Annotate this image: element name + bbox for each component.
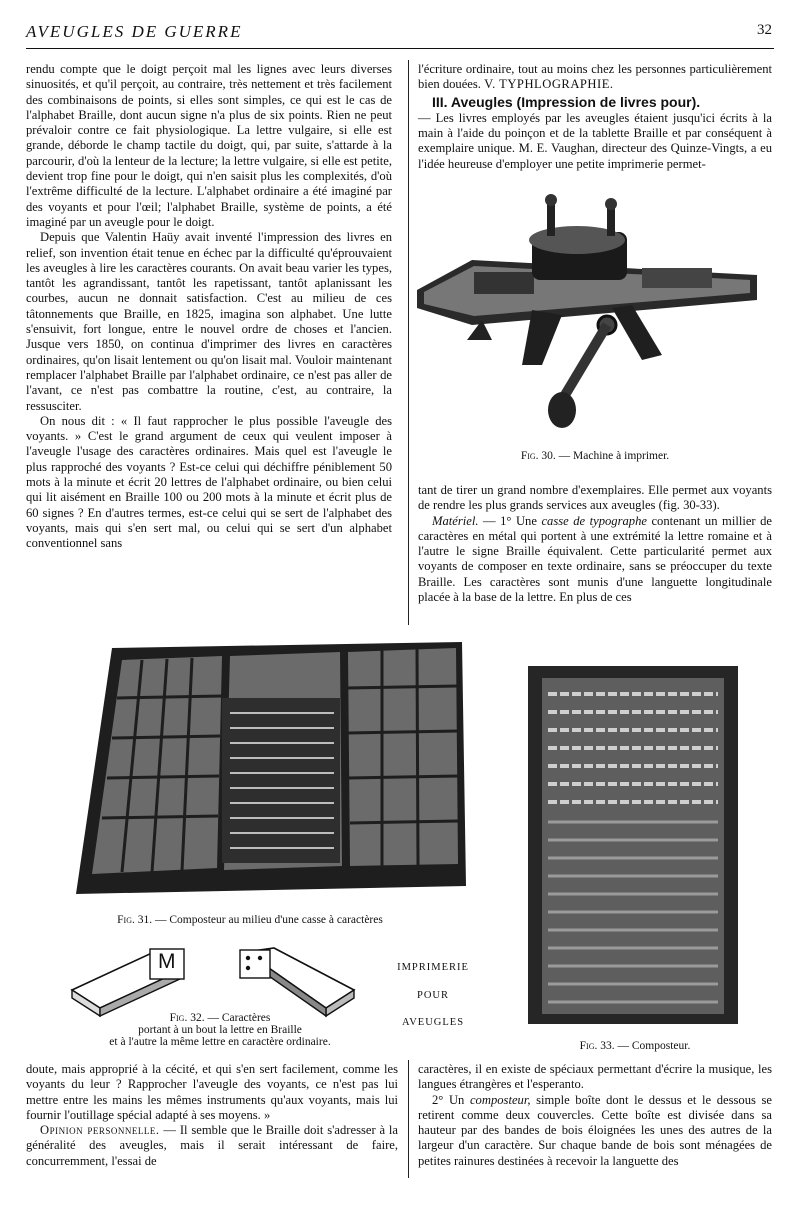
right-column-top: [418, 62, 772, 172]
figure-label: Fig. 33.: [579, 1040, 615, 1052]
running-title: AVEUGLES DE GUERRE: [26, 22, 243, 41]
figure-caption: — Composteur au milieu d'une casse à caractères: [152, 914, 383, 926]
right-column-continued: tant de tirer un grand nombre d'exemplaires. Elle permet aux voyants de rendre les plus grands services aux aveugles (fig. 30-33). Matériel. — 1° Une casse de typographe contenant un millier de caractères en métal qui portent à une extrémité la lettre romaine et à l'autre le signe Braille équivalent. Cette particularité permet aux voyants de composer en texte ordinaire, sans se préoccuper du texte Braille. Les caractères sont munis d'une languette longitudinale placée à la base de la lettre. En plus de ces: [418, 483, 772, 605]
column-rule: [408, 1060, 409, 1178]
figure-label: Fig. 32.: [169, 1012, 205, 1024]
section-heading: III. Aveugles (Impression de livres pour).: [432, 93, 701, 110]
right-column-bottom: caractères, il en existe de spéciaux permettant d'écrire la musique, les langues étrangères et l'esperanto. 2° Un composteur, simple boîte dont le dessus et le dessous se retirent comme deux couvercles. Cette boîte est divisée dans sa hauteur par des bandes de bois éloignées les unes des autres de la largeur d'un caractère. Sur chaque bande de bois sont ménagées de petites rainures destinées à recevoir la languette des: [418, 1062, 772, 1168]
cross-reference: V. TYPHLOGRAPHIE.: [484, 77, 614, 92]
run-in-label: Matériel.: [432, 513, 479, 528]
side-label-3: AVEUGLES: [401, 1017, 465, 1028]
block-letter: M: [158, 950, 176, 973]
figure-caption-line: portant à un bout la lettre en Braille: [138, 1024, 302, 1036]
figure-label: Fig. 31.: [117, 914, 153, 926]
page-number: 32: [757, 22, 772, 38]
paragraph: Depuis que Valentin Haüy avait inventé l'impression des livres en relief, son invention était tenue en échec par la difficulté qu'éprouvaient les aveugles à lire les caractères courants. On avait beau varier les types, tantôt les agrandissant, tantôt les rapetissant, tantôt aplanissant les courbes, aucun ne donnait satisfaction. C'est au milieu de ces tâtonnements que Braille, en 1825, imagina son alphabet. Une lutte s'ensuivit, fort longue, entre le nouvel ordre de choses et l'ancien. Jusque vers 1850, on continua d'imprimer des livres en caractères ordinaires, qu'on lisait lentement ou qu'on lisait mal. Vouloir maintenant remplacer l'alphabet Braille par l'alphabet ordinaire, ce n'est pas aller de l'avant, ce n'est pas combattre la routine, c'est, au contraire, la ressusciter.: [26, 230, 392, 413]
paragraph: caractères, il en existe de spéciaux permettant d'écrire la musique, les langues étrangères et l'esperanto.: [418, 1062, 772, 1092]
paragraph: l'écriture ordinaire, tout au moins chez les personnes particulièrement bien douées.: [418, 62, 772, 92]
figure-caption-line: et à l'autre la même lettre en caractère ordinaire.: [109, 1036, 331, 1048]
side-label-1: IMPRIMERIE: [397, 962, 469, 973]
paragraph: doute, mais approprié à la cécité, et qui s'en sert facilement, comme les voyants du leur ? Rapprocher l'aveugle des voyants, ce n'est pas lui mettre entre les mains les mêmes instruments qu'aux voyants, mais lui fournir l'outillage spécial adapté à ses moyens. »: [26, 1062, 398, 1122]
side-label-2: POUR: [416, 990, 449, 1001]
header-rule: [26, 48, 774, 49]
column-rule: [408, 60, 409, 625]
paragraph: — Les livres employés par les aveugles étaient jusqu'ici écrits à la main à l'aide du poinçon et de la tablette Braille et par conséquent à exemplaire unique. M. E. Vaughan, directeur des Quinze-Vingts, a eu l'idée heureuse d'employer une petite imprimerie permet-: [418, 110, 772, 171]
type-case-illustration: [72, 638, 468, 900]
type-block-braille-end: [238, 946, 358, 1018]
term: casse de typographe: [541, 513, 647, 528]
figure-caption: — Composteur.: [614, 1040, 691, 1052]
left-column-bottom: doute, mais approprié à la cécité, et qui s'en sert facilement, comme les voyants du leur ? Rapprocher l'aveugle des voyants, ce n'est pas lui mettre entre les mains les mêmes instruments qu'aux voyants, mais lui fournir l'outillage spécial adapté à ses moyens. » Opinion personnelle. — Il semble que le Braille doit s'adresser à la généralité des aveugles, mais il serait intéressant de faire, concurremment, l'essai de: [26, 1062, 399, 1168]
run-in-label: Opinion personnelle.: [40, 1123, 160, 1138]
paragraph: rendu compte que le doigt perçoit mal les lignes avec leurs diverses sinuosités, et qu'il perçoit, au contraire, très nettement et très facilement des combinaisons de points, si elles sont simples, ce qui est le cas de l'alphabet Braille, dont aucun signe n'a plus de six points. Rien ne peut prévaloir contre ce fait physiologique. La lettre vulgaire, si elle est grande, déborde le champ tactile du doigt, qui, par suite, s'attarde à la parcourir, d'où la lenteur de la lecture; la lettre vulgaire, si elle est petite, devient trop fine pour le doigt, qui n'en saisit plus les complexités, d'où l'extrême difficulté de la lecture. L'alphabet ordinaire a été imaginé par des voyants et pour l'œil; l'alphabet Braille, système de points, a été imaginé par un aveugle pour le doigt.: [26, 62, 392, 229]
paragraph: On nous dit : « Il faut rapprocher le plus possible l'aveugle des voyants. » C'est le grand argument de ceux qui veulent imposer à l'aveugle l'usage des caractères ordinaires. Mais quel est l'aveugle le plus rapproché des voyants ? Est-ce celui qui déchiffre péniblement 50 mots à la minute et écrit 20 lettres de l'alphabet ordinaire, ou bien celui qui lit aisément en Braille 100 ou 200 mots à la minute et écrit plus de 60 signes ? En d'autres termes, est-ce celui qui se sert de l'alphabet des voyants, mais qui s'en sert mal, ou celui qui se sert d'un alphabet conventionnel sans: [26, 413, 392, 551]
figure-caption: — Machine à imprimer.: [555, 450, 670, 462]
composer-illustration: [526, 664, 740, 1026]
paragraph: tant de tirer un grand nombre d'exemplaires. Elle permet aux voyants de rendre les plus grands services aux aveugles (fig. 30-33).: [418, 483, 772, 513]
figure-caption: — Caractères: [204, 1012, 271, 1024]
figure-label: Fig. 30.: [520, 450, 556, 462]
printing-machine-illustration: [412, 190, 772, 440]
term: composteur,: [469, 1092, 531, 1107]
left-column-top: [26, 62, 392, 552]
